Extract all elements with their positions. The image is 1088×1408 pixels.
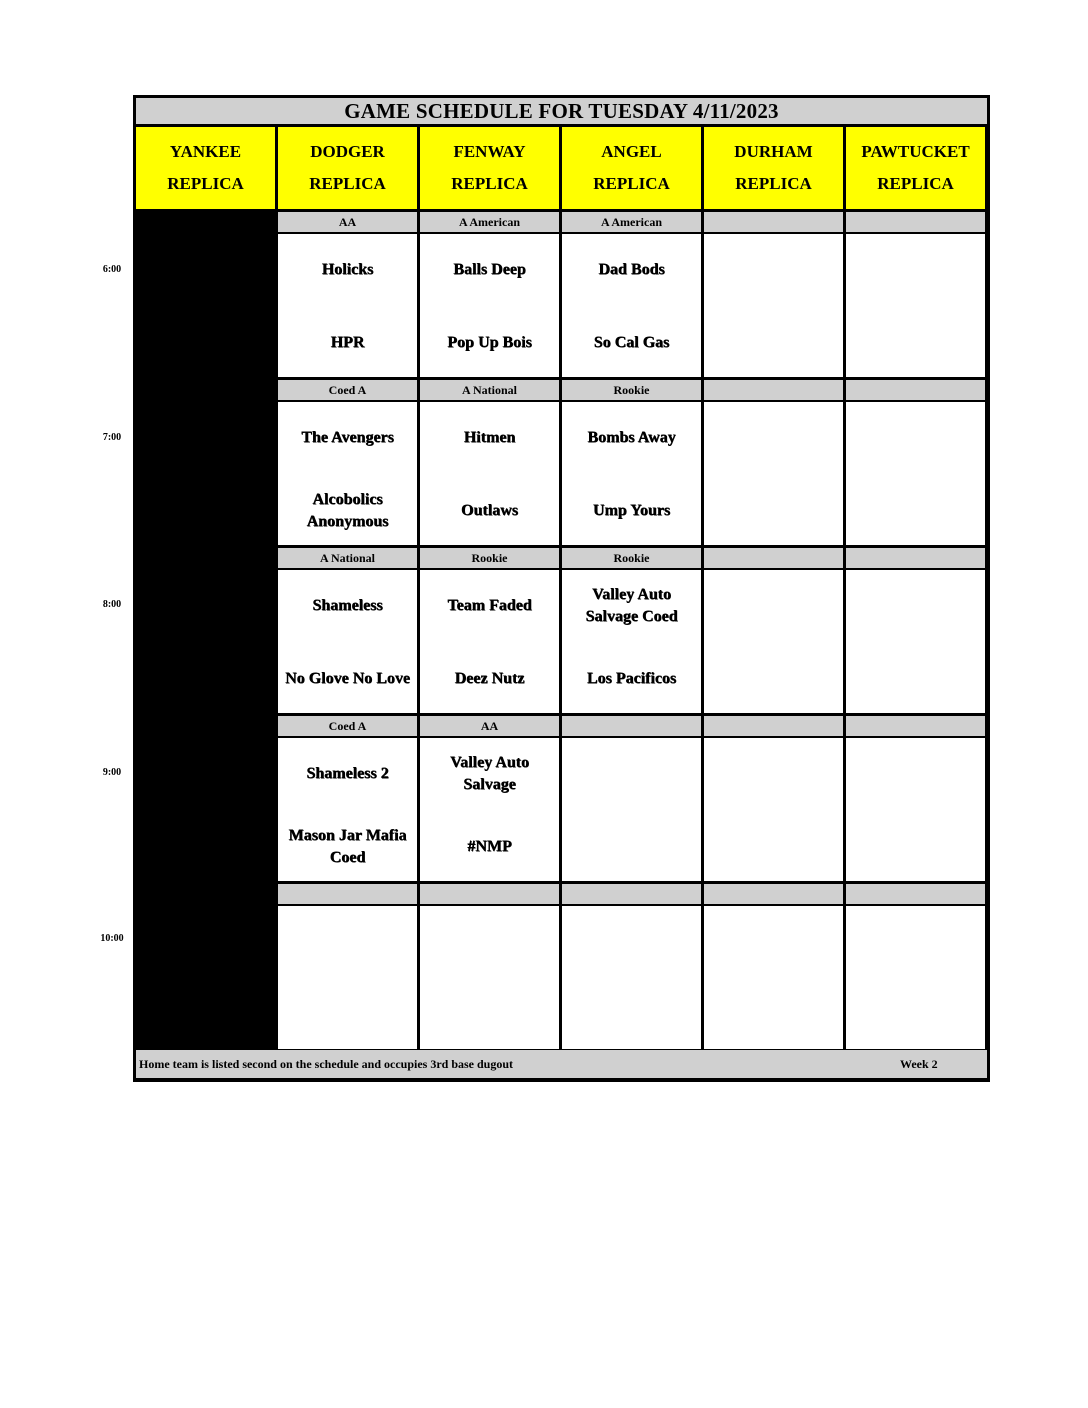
division-label: A American [562,212,701,232]
home-team: Los Pacificos [586,670,677,687]
game-slot [562,402,701,545]
division-label [846,548,985,568]
away-team: Team Faded [447,597,532,614]
game-slot [704,570,843,713]
game-slot [846,402,985,545]
division-label [704,380,843,400]
footer-bar [136,1050,987,1078]
division-label [704,884,843,904]
field-header-fenway [420,127,559,209]
away-team: Valley Auto Salvage Coed [585,586,678,625]
yankee-field-blocked [136,212,275,1047]
division-label [704,548,843,568]
field-header-pawtucket [846,127,985,209]
division-label: AA [420,716,559,736]
home-team: So Cal Gas [593,334,670,351]
game-slot [420,738,559,881]
away-team: Shameless [312,597,383,614]
field-header-angel [562,127,701,209]
away-team: The Avengers [301,429,394,446]
game-slot [278,570,417,713]
division-label: Rookie [562,380,701,400]
division-label [562,716,701,736]
field-type: REPLICA [877,174,954,193]
game-slot [562,570,701,713]
field-name: YANKEE [169,142,242,161]
game-slot [278,738,417,881]
home-team: No Glove No Love [285,670,410,687]
field-type: REPLICA [167,174,244,193]
home-team: Deez Nutz [454,670,525,687]
division-label: Rookie [562,548,701,568]
home-team: Ump Yours [592,502,671,519]
home-team: #NMP [467,838,512,855]
field-name: ANGEL [601,142,662,161]
away-team: Balls Deep [453,261,526,278]
division-label [278,884,417,904]
time-label: 7:00 [102,432,122,443]
away-team: Bombs Away [587,429,676,446]
game-slot [704,906,843,1049]
game-slot [704,234,843,377]
game-slot [562,234,701,377]
field-name: FENWAY [453,142,526,161]
game-slot [420,906,559,1049]
field-name: DODGER [310,142,385,161]
division-label [704,212,843,232]
home-team: Alcobolics Anonymous [306,491,389,530]
week-label: Week 2 [900,1057,938,1071]
game-slot [846,234,985,377]
field-type: REPLICA [593,174,670,193]
away-team: Holicks [321,261,374,278]
field-type: REPLICA [309,174,386,193]
game-slot [846,906,985,1049]
game-slot [420,402,559,545]
division-label [846,716,985,736]
game-slot [704,738,843,881]
away-team: Hitmen [463,429,516,446]
game-slot [846,738,985,881]
schedule-table [133,95,990,1082]
time-label: 10:00 [100,933,124,944]
division-label [846,380,985,400]
time-label: 8:00 [102,599,122,610]
field-header-yankee [136,127,275,209]
division-label [562,884,701,904]
division-label [846,884,985,904]
game-slot [420,234,559,377]
field-header-durham [704,127,843,209]
home-team: Outlaws [461,502,518,519]
game-slot [562,906,701,1049]
division-label [704,716,843,736]
division-label: Rookie [420,548,559,568]
schedule-title: GAME SCHEDULE FOR TUESDAY 4/11/2023 [136,98,987,124]
home-team: HPR [330,334,365,351]
away-team: Valley Auto Salvage [450,754,529,793]
time-label: 6:00 [102,264,122,275]
game-slot [562,738,701,881]
field-header-dodger [278,127,417,209]
footer-note: Home team is listed second on the schedule and occupies 3rd base dugout [139,1057,514,1071]
game-slot [278,402,417,545]
home-team: Mason Jar Mafia Coed [288,827,407,866]
field-type: REPLICA [735,174,812,193]
division-label: Coed A [278,380,417,400]
home-team: Pop Up Bois [447,334,532,351]
division-label: Coed A [278,716,417,736]
division-label [420,884,559,904]
game-slot [278,906,417,1049]
division-label: A American [420,212,559,232]
field-type: REPLICA [451,174,528,193]
field-name: PAWTUCKET [861,142,970,161]
away-team: Dad Bods [598,261,665,278]
game-slot [704,402,843,545]
game-slot [846,570,985,713]
away-team: Shameless 2 [306,765,389,782]
division-label: A National [278,548,417,568]
division-label: AA [278,212,417,232]
field-name: DURHAM [734,142,813,161]
division-label: A National [420,380,559,400]
division-label [846,212,985,232]
game-slot [278,234,417,377]
time-label: 9:00 [102,767,122,778]
game-slot [420,570,559,713]
